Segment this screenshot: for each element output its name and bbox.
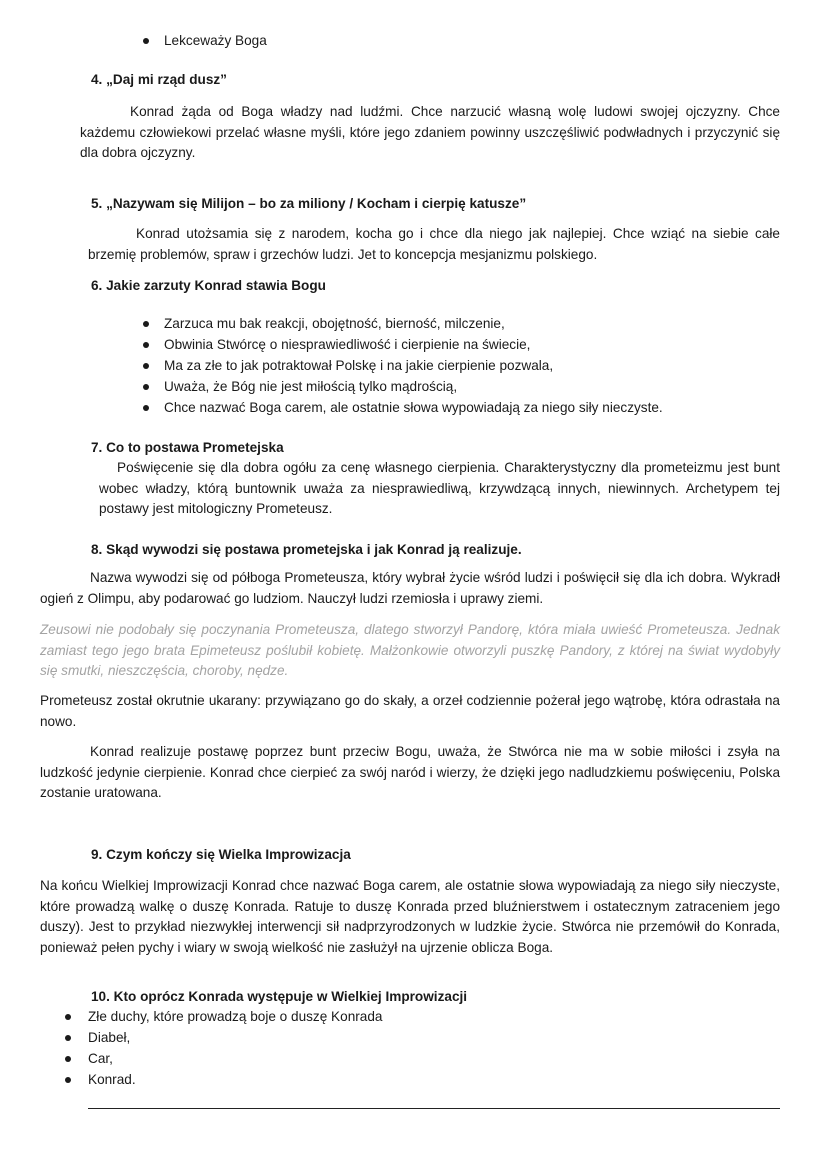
- section-7-text: Poświęcenie się dla dobra ogółu za cenę własnego cierpienia. Charakterystyczny dla prometeizmu jest bunt wobec władzy, którą buntownik uważa za niesprawiedliwą, krzywdzącą innych, niewinnych. Archetypem tej postawy jest mitologiczny Prometeusz.: [99, 460, 780, 516]
- section-8-paragraph-4: Konrad realizuje postawę poprzez bunt przeciw Bogu, uważa, że Stwórca nie ma w sobie miłości i zsyła na ludzkość jedynie cierpienie. Konrad chce cierpieć za swój naród i wierzy, że dzięki jego nadludzkiemu poświęceniu, Polska zostanie uratowana.: [40, 744, 780, 800]
- bullet-icon: [143, 363, 149, 369]
- list-item: Diabeł,: [88, 1030, 131, 1045]
- bullet-icon: [65, 1056, 71, 1062]
- list-item: Zarzuca mu bak reakcji, obojętność, bierność, milczenie,: [164, 316, 505, 331]
- list-item: Car,: [88, 1051, 113, 1066]
- bullet-icon: [143, 321, 149, 327]
- list-item: Konrad.: [88, 1072, 136, 1087]
- bullet-icon: [143, 38, 149, 44]
- section-4-text: Konrad żąda od Boga władzy nad ludźmi. Chce narzucić własną wolę ludowi swojej ojczyzny. Chce każdemu człowiekowi przelać własne myśli, które jego zdaniem powinny uszczęśliwić podwładnych i przyczynić się dla dobra ojczyzny.: [80, 104, 780, 160]
- section-9-text: Na końcu Wielkiej Improwizacji Konrad chce nazwać Boga carem, ale ostatnie słowa wypowiadają za niego siły nieczyste, które prowadzą walkę o duszę Konrada. Ratuje to duszę Konrada przed bluźnierstwem i ostatecznym zatraceniem jego duszy). Jest to przykład niezwykłej interwencji sił nadprzyrodzonych w ludzkie życie. Stwórca nie przemówił do Konrada, ponieważ pełen pychy i wiary w swoją wielkość nie zasłużył na ujrzenie oblicza Boga.: [40, 878, 780, 955]
- section-4-heading: 4. „Daj mi rząd dusz”: [91, 72, 227, 87]
- section-9-heading: 9. Czym kończy się Wielka Improwizacja: [91, 847, 351, 862]
- list-item: Obwinia Stwórcę o niesprawiedliwość i cierpienie na świecie,: [164, 337, 531, 352]
- section-8-paragraph-2: Zeusowi nie podobały się poczynania Prometeusza, dlatego stworzył Pandorę, która miała uwieść Prometeusza. Jednak zamiast tego jego brata Epimeteusz poślubił kobietę. Małżonkowie otworzyli puszkę Pandory, z której na świat wydobyły się smutki, nieszczęścia, choroby, nędze.: [40, 622, 780, 678]
- list-item: Ma za złe to jak potraktował Polskę i na jakie cierpienie pozwala,: [164, 358, 554, 373]
- bullet-icon: [143, 342, 149, 348]
- section-8-heading: 8. Skąd wywodzi się postawa prometejska i jak Konrad ją realizuje.: [91, 542, 522, 557]
- bottom-divider: [88, 1108, 780, 1109]
- list-item: Uważa, że Bóg nie jest miłością tylko mądrością,: [164, 379, 458, 394]
- section-6-heading: 6. Jakie zarzuty Konrad stawia Bogu: [91, 278, 326, 293]
- section-5-heading: 5. „Nazywam się Milijon – bo za miliony / Kocham i cierpię katusze”: [91, 196, 527, 211]
- list-item: Złe duchy, które prowadzą boje o duszę Konrada: [88, 1009, 383, 1024]
- section-5-text: Konrad utożsamia się z narodem, kocha go i chce dla niego jak najlepiej. Chce wziąć na siebie całe brzemię problemów, spraw i grzechów ludzi. Jet to koncepcja mesjanizmu polskiego.: [88, 226, 780, 262]
- bullet-icon: [143, 405, 149, 411]
- section-8-paragraph-1: Nazwa wywodzi się od półboga Prometeusza, który wybrał życie wśród ludzi i poświęcił się dla ich dobra. Wykradł ogień z Olimpu, aby podarować go ludziom. Nauczył ludzi rzemiosła i uprawy ziemi.: [40, 570, 780, 606]
- bullet-icon: [65, 1077, 71, 1083]
- bullet-icon: [143, 384, 149, 390]
- section-10-heading: 10. Kto oprócz Konrada występuje w Wielkiej Improwizacji: [91, 989, 468, 1004]
- list-item: Chce nazwać Boga carem, ale ostatnie słowa wypowiadają za niego siły nieczyste.: [164, 400, 663, 415]
- bullet-icon: [65, 1014, 71, 1020]
- bullet-icon: [65, 1035, 71, 1041]
- section-8-paragraph-3: Prometeusz został okrutnie ukarany: przywiązano go do skały, a orzeł codziennie pożerał jego wątrobę, która odrastała na nowo.: [40, 693, 780, 729]
- list-item: Lekceważy Boga: [164, 33, 267, 48]
- section-7-heading: 7. Co to postawa Prometejska: [91, 440, 284, 455]
